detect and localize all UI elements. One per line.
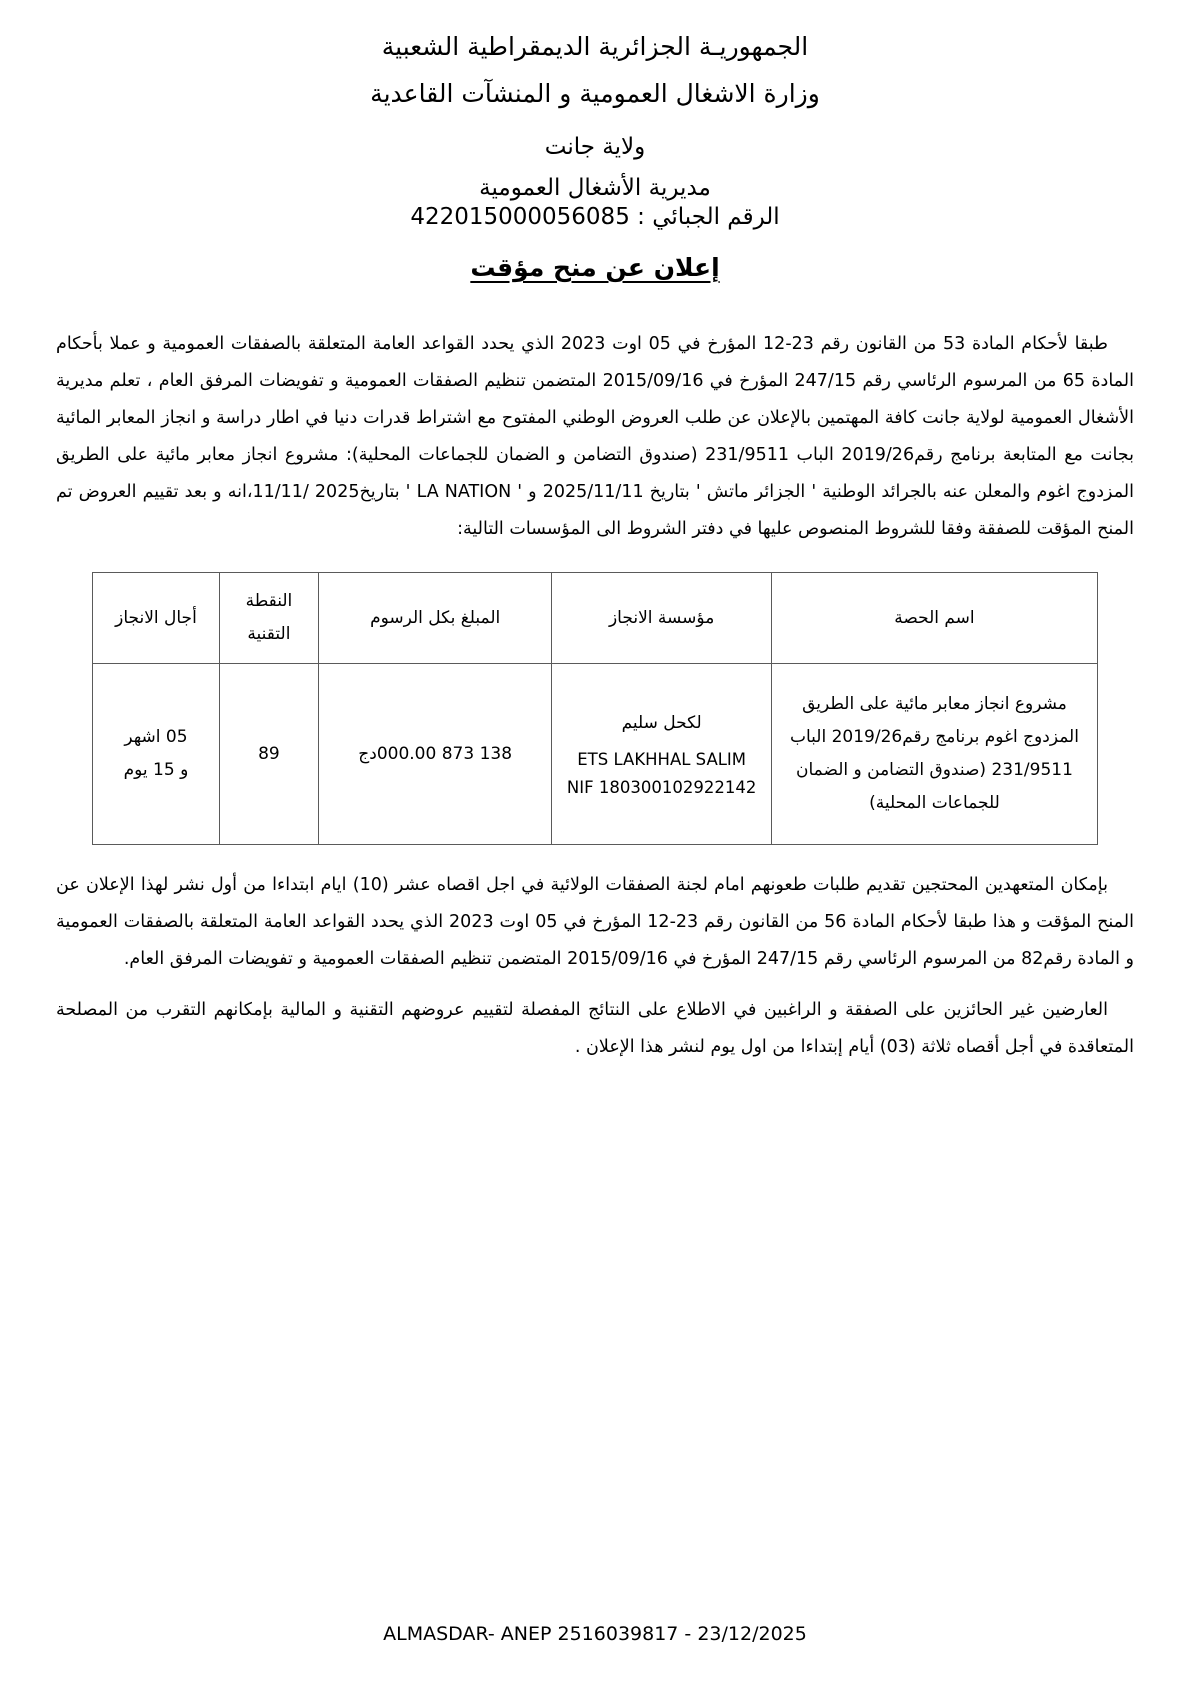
delay-months: 05 اشهر (124, 727, 188, 747)
paragraph-legal-basis: طبقا لأحكام المادة 53 من القانون رقم 23-12 المؤرخ في 05 اوت 2023 الذي يحدد القواعد العامة المتعلقة بالصفقات العمومية و عملا بأحكام المادة 65 من المرسوم الرئاسي رقم 247/15 المؤرخ في 2015/09/16 المتضمن تنظيم الصفقات العمومية و تفويضات المرفق العام ، تعلم مديرية الأشغال العمومية لولاية جانت كافة المهتمين بالإعلان عن طلب العروض الوطني المفتوح مع اشتراط قدرات دنيا في اطار دراسة و انجاز المعابر المائية بجانت مع المتابعة برنامج رقم2019/26 الباب 231/9511 (صندوق التضامن و الضمان للجماعات المحلية): مشروع انجاز معابر مائية على الطريق المزدوج اغوم والمعلن عنه بالجرائد الوطنية ' الجزائر ماتش ' بتاريخ 2025/11/11 و ' LA NATION ' بتاريخ2025 /11/11،انه و بعد تقييم العروض تم المنح المؤقت للصفقة وفقا للشروط المنصوص عليها في دفتر الشروط الى المؤسسات التالية: (56, 334, 1135, 539)
header-fiscal-number: الرقم الجبائي : 422015000056085 (410, 204, 780, 230)
header-amount: المبلغ بكل الرسوم (318, 573, 551, 664)
delay-days: و 15 يوم (123, 760, 189, 780)
table-header-row (93, 573, 1098, 664)
cell-delay (93, 664, 220, 845)
page-title: إعلان عن منح مؤقت (470, 253, 720, 282)
firm-name-latin: ETS LAKHHAL SALIM (577, 749, 747, 769)
document-header (52, 34, 1138, 229)
header-firm: مؤسسة الانجاز (552, 573, 772, 664)
header-lot-name: اسم الحصة (771, 573, 1097, 664)
firm-nif: NIF 180300102922142 (566, 777, 757, 797)
firm-name-arabic: لكحل سليم (621, 712, 702, 733)
paragraph-debriefing: العارضين غير الحائزين على الصفقة و الراغبين في الاطلاع على النتائج المفصلة لتقييم عروضهم التقنية و المالية بإمكانهم التقرب من المصلحة المتعاقدة في أجل أقصاه ثلاثة (03) أيام إبتداءا من اول يوم لنشر هذا الإعلان . (56, 1000, 1134, 1057)
header-wilaya: ولاية جانت (544, 134, 646, 160)
award-table (92, 572, 1098, 845)
cell-firm (552, 664, 772, 845)
award-table-wrapper (92, 572, 1098, 845)
header-delay: أجال الانجاز (93, 573, 220, 664)
cell-lot-name: مشروع انجاز معابر مائية على الطريق المزدوج اغوم برنامج رقم2019/26 الباب 231/9511 (صندوق التضامن و الضمان للجماعات المحلية) (771, 664, 1097, 845)
award-table-body (93, 664, 1098, 845)
table-row (93, 664, 1098, 845)
header-country: الجمهوريـة الجزائرية الديمقراطية الشعبية (381, 32, 809, 61)
header-directorate: مديرية الأشغال العمومية (479, 175, 711, 201)
footer-anep-reference: ALMASDAR- ANEP 2516039817 - 23/12/2025 (383, 1623, 807, 1645)
award-table-head (93, 573, 1098, 664)
cell-technical-score: 89 (219, 664, 318, 845)
header-ministry: وزارة الاشغال العمومية و المنشآت القاعدية (370, 79, 820, 108)
paragraph-appeal-rights: بإمكان المتعهدين المحتجين تقديم طلبات طعونهم امام لجنة الصفقات الولائية في اجل اقصاه عشر (10) ايام ابتداءا من أول نشر لهذا الإعلان عن المنح المؤقت و هذا طبقا لأحكام المادة 56 من القانون رقم 23-12 المؤرخ في 05 اوت 2023 الذي يحدد القواعد العامة المتعلقة بالصفقات العمومية و المادة رقم82 من المرسوم الرئاسي رقم 247/15 المؤرخ في 2015/09/16 المتضمن تنظيم الصفقات العمومية و تفويضات المرفق العام. (56, 875, 1134, 969)
cell-amount: 138 873 000.00دج (318, 664, 551, 845)
header-technical-score: النقطة التقنية (219, 573, 318, 664)
